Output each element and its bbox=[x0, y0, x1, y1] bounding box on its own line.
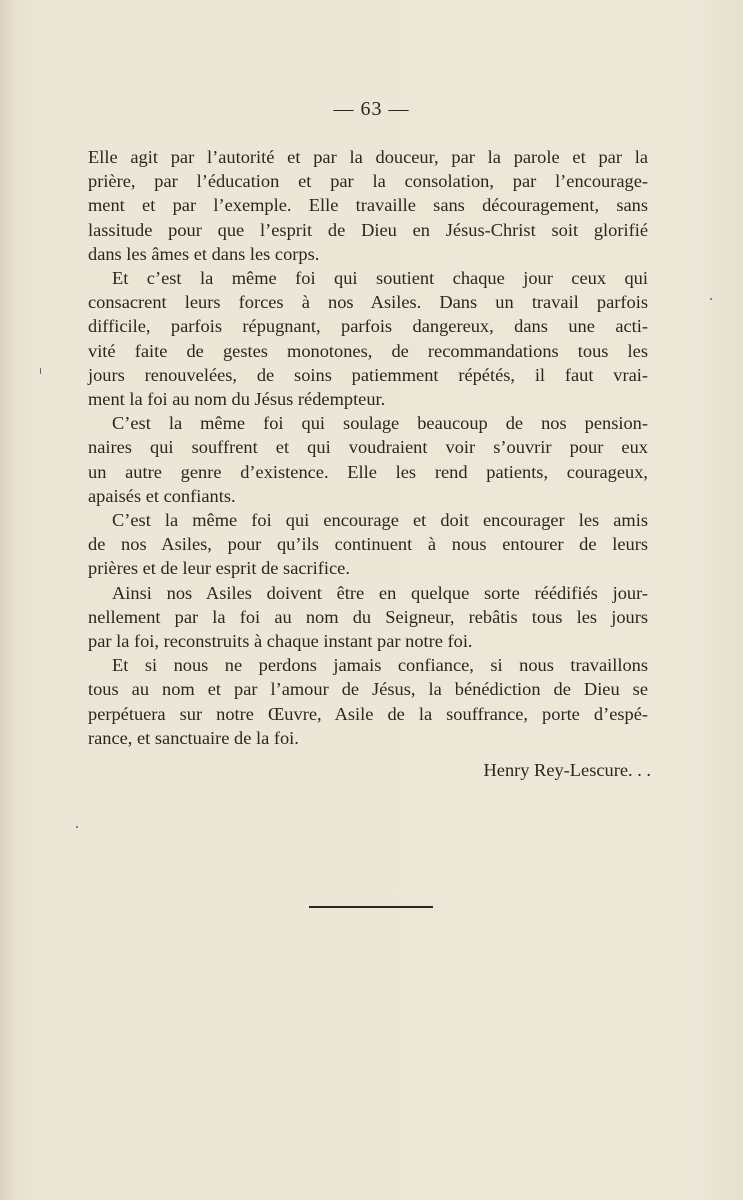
paper-speck bbox=[710, 298, 712, 300]
paragraph-6 bbox=[88, 653, 648, 750]
text-line: consacrent leurs forces à nos Asiles. Dans un travail parfois bbox=[88, 292, 648, 313]
text-line: un autre genre d’existence. Elle les rend patients, courageux, bbox=[88, 461, 648, 482]
paragraph-5 bbox=[88, 581, 648, 654]
text-line: jours renouvelées, de soins patiemment répétés, il faut vrai- bbox=[88, 364, 648, 385]
text-line: Et si nous ne perdons jamais confiance, si nous travaillons bbox=[112, 655, 648, 676]
text-line: C’est la même foi qui encourage et doit encourager les amis bbox=[112, 510, 648, 531]
text-line: C’est la même foi qui soulage beaucoup de nos pension- bbox=[112, 413, 648, 434]
paragraph-3 bbox=[88, 411, 648, 508]
text-line: ment la foi au nom du Jésus rédempteur. bbox=[88, 389, 386, 410]
text-line: Et c’est la même foi qui soutient chaque jour ceux qui bbox=[112, 268, 648, 289]
paper-speck bbox=[76, 826, 78, 828]
signature: Henry Rey-Lescure. . . bbox=[483, 760, 651, 780]
text-line: prière, par l’éducation et par la consolation, par l’encourage- bbox=[88, 171, 648, 192]
section-divider bbox=[309, 906, 433, 908]
page-number: — 63 — bbox=[333, 98, 410, 120]
text-line: dans les âmes et dans les corps. bbox=[88, 243, 320, 264]
text-line: apaisés et confiants. bbox=[88, 485, 236, 506]
text-line: rance, et sanctuaire de la foi. bbox=[88, 727, 299, 748]
paragraph-2 bbox=[88, 266, 648, 411]
text-line: Elle agit par l’autorité et par la douceur, par la parole et par la bbox=[88, 147, 648, 167]
text-line: tous au nom et par l’amour de Jésus, la bénédiction de Dieu se bbox=[88, 679, 648, 700]
paragraph-1 bbox=[88, 145, 648, 266]
paper-speck bbox=[40, 368, 41, 374]
text-line: difficile, parfois répugnant, parfois dangereux, dans une acti- bbox=[88, 316, 648, 337]
body-text bbox=[88, 145, 648, 750]
text-line: ment et par l’exemple. Elle travaille sans découragement, sans bbox=[88, 195, 648, 216]
text-line: nellement par la foi au nom du Seigneur, rebâtis tous les jours bbox=[88, 606, 648, 627]
text-line: Ainsi nos Asiles doivent être en quelque sorte réédifiés jour- bbox=[112, 582, 648, 603]
text-line: de nos Asiles, pour qu’ils continuent à nous entourer de leurs bbox=[88, 534, 648, 555]
text-line: vité faite de gestes monotones, de recommandations tous les bbox=[88, 340, 648, 361]
text-line: perpétuera sur notre Œuvre, Asile de la souffrance, porte d’espé- bbox=[88, 703, 648, 724]
text-line: lassitude pour que l’esprit de Dieu en Jésus-Christ soit glorifié bbox=[88, 219, 648, 240]
text-line: par la foi, reconstruits à chaque instant par notre foi. bbox=[88, 631, 473, 652]
text-line: naires qui souffrent et qui voudraient voir s’ouvrir pour eux bbox=[88, 437, 648, 458]
paragraph-4 bbox=[88, 508, 648, 581]
text-line: prières et de leur esprit de sacrifice. bbox=[88, 558, 350, 579]
